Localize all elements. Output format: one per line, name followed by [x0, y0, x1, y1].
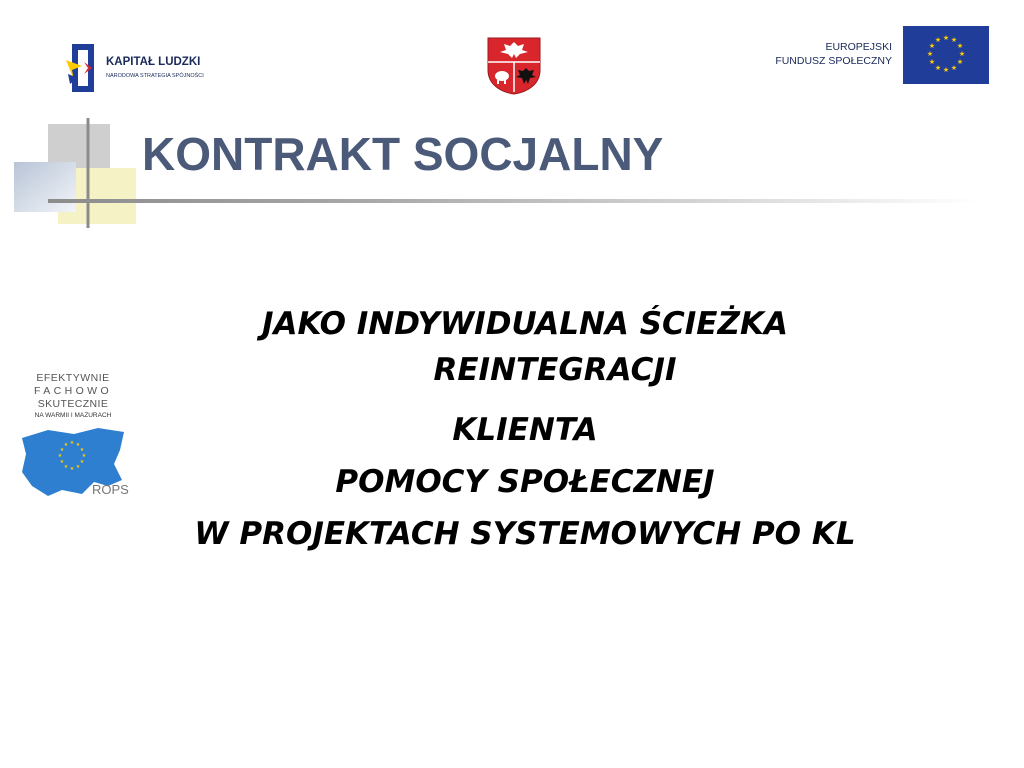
eu-flag-icon — [903, 26, 989, 84]
efs-logo-text — [760, 40, 892, 68]
svg-text:★: ★ — [934, 36, 942, 44]
rops-line-4: NA WARMII I MAZURACH — [34, 412, 112, 419]
body-line-1: JAKO INDYWIDUALNA ŚCIEŻKA — [262, 306, 788, 342]
slide-title: KONTRAKT SOCJALNY — [142, 128, 664, 180]
svg-text:★: ★ — [928, 58, 936, 66]
svg-text:★: ★ — [69, 440, 75, 446]
rops-label: ROPS — [92, 482, 129, 497]
body-line-3: KLIENTA — [452, 412, 598, 448]
body-line-4: POMOCY SPOŁECZNEJ — [335, 464, 715, 500]
svg-text:★: ★ — [956, 58, 964, 66]
svg-text:★: ★ — [926, 50, 934, 58]
title-underline — [48, 199, 978, 203]
body-line-5: W PROJEKTACH SYSTEMOWYCH PO KL — [194, 516, 856, 552]
svg-text:★: ★ — [934, 64, 942, 72]
efs-line-1: EUROPEJSKI — [825, 41, 892, 53]
rops-line-3: SKUTECZNIE — [37, 398, 109, 410]
svg-text:★: ★ — [950, 36, 958, 44]
rops-line-2: FACHOWO — [33, 385, 113, 397]
coat-of-arms-icon — [486, 36, 542, 96]
kapital-ludzki-title: KAPITAŁ LUDZKI — [106, 56, 201, 68]
rops-line-1: EFEKTYWNIE — [36, 372, 110, 384]
svg-text:★: ★ — [942, 34, 950, 42]
svg-text:★: ★ — [63, 442, 69, 448]
slide-body — [110, 300, 940, 560]
svg-text:★: ★ — [81, 453, 87, 459]
kapital-ludzki-emblem-icon — [62, 40, 106, 96]
kapital-ludzki-subtitle: NARODOWA STRATEGIA SPÓJNOŚCI — [106, 73, 204, 79]
svg-text:★: ★ — [75, 442, 81, 448]
svg-text:★: ★ — [59, 447, 65, 453]
svg-text:★: ★ — [59, 459, 65, 465]
svg-text:★: ★ — [75, 464, 81, 470]
svg-text:★: ★ — [956, 42, 964, 50]
svg-text:★: ★ — [942, 66, 950, 74]
svg-text:★: ★ — [57, 453, 63, 459]
efs-line-2: FUNDUSZ SPOŁECZNY — [775, 55, 892, 67]
kapital-ludzki-logo — [62, 40, 222, 96]
svg-text:★: ★ — [79, 447, 85, 453]
svg-text:★: ★ — [950, 64, 958, 72]
svg-text:★: ★ — [958, 50, 966, 58]
svg-text:★: ★ — [63, 464, 69, 470]
svg-text:★: ★ — [79, 459, 85, 465]
body-line-2: REINTEGRACJI — [433, 352, 677, 388]
svg-text:★: ★ — [69, 466, 75, 472]
title-decoration — [0, 118, 160, 238]
svg-text:★: ★ — [928, 42, 936, 50]
